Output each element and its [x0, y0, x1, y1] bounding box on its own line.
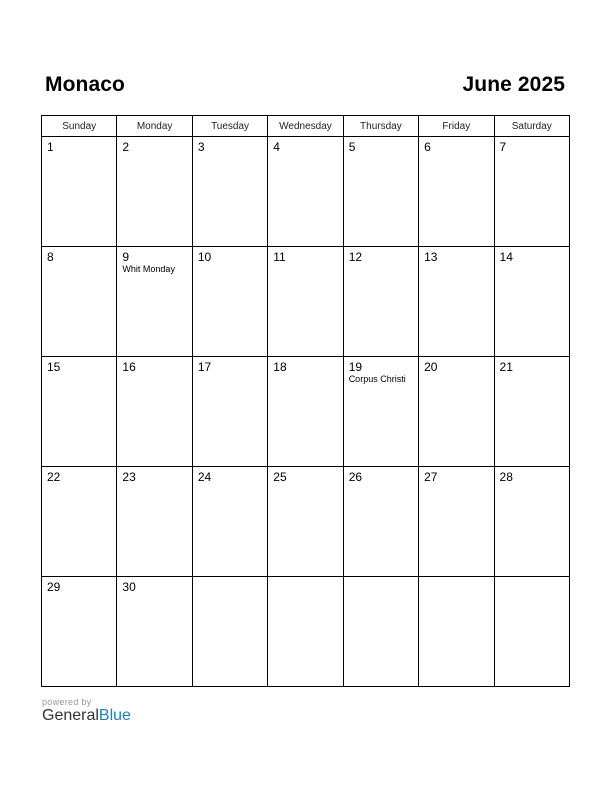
brand-blue: Blue [98, 707, 131, 724]
day-cell [192, 357, 267, 467]
day-number: 5 [348, 140, 356, 154]
day-cell [117, 137, 192, 247]
day-cell [42, 137, 117, 247]
week-row [42, 467, 570, 577]
day-cell [268, 137, 343, 247]
day-number: 24 [197, 470, 212, 484]
day-number: 12 [348, 250, 363, 264]
day-number: 4 [273, 140, 280, 154]
holiday-label: Whit Monday [122, 264, 175, 274]
day-number: 22 [47, 470, 61, 484]
day-cell [117, 357, 192, 467]
brand-general: General [42, 707, 99, 724]
day-number: 28 [499, 470, 513, 484]
day-number: 11 [273, 250, 286, 264]
country-title: Monaco [45, 73, 125, 96]
weekday-header-row [42, 116, 570, 137]
day-number: 15 [47, 360, 61, 374]
day-cell [192, 467, 267, 577]
day-number: 10 [197, 250, 212, 264]
day-cell [494, 577, 569, 687]
day-number: 9 [122, 250, 130, 264]
footer-branding [42, 697, 131, 725]
day-cell [419, 137, 494, 247]
day-cell [268, 247, 343, 357]
day-cell [494, 137, 569, 247]
day-number: 23 [122, 470, 136, 484]
weekday-header: Thursday [343, 116, 418, 137]
weekday-header: Wednesday [268, 116, 343, 137]
day-number: 19 [348, 360, 363, 374]
weekday-header: Friday [419, 116, 494, 137]
day-number: 27 [424, 470, 438, 484]
day-cell [268, 577, 343, 687]
day-cell [117, 577, 192, 687]
day-cell [419, 247, 494, 357]
day-number: 18 [273, 360, 287, 374]
day-number: 7 [499, 140, 507, 154]
holiday-label: Corpus Christi [348, 374, 406, 384]
day-number: 21 [499, 360, 513, 374]
day-cell [494, 357, 569, 467]
day-cell [117, 467, 192, 577]
day-cell [419, 357, 494, 467]
day-cell [343, 137, 418, 247]
day-number: 30 [122, 580, 136, 594]
day-cell [343, 577, 418, 687]
day-number: 25 [273, 470, 287, 484]
day-number: 13 [424, 250, 438, 264]
day-number: 6 [424, 140, 431, 154]
day-cell [419, 577, 494, 687]
day-cell [42, 247, 117, 357]
day-number: 16 [122, 360, 136, 374]
day-cell [268, 467, 343, 577]
day-cell [343, 357, 418, 467]
day-cell [268, 357, 343, 467]
week-row [42, 247, 570, 357]
day-cell [343, 247, 418, 357]
weekday-header: Tuesday [192, 116, 267, 137]
generalblue-logo[interactable] [42, 707, 131, 725]
day-number: 26 [348, 470, 363, 484]
week-row [42, 577, 570, 687]
day-cell [192, 247, 267, 357]
weekday-header: Saturday [494, 116, 569, 137]
weekday-header: Sunday [42, 116, 117, 137]
day-number: 8 [47, 250, 54, 264]
day-number: 29 [47, 580, 61, 594]
week-row [42, 357, 570, 467]
powered-by-text: powered by [42, 697, 92, 707]
day-cell [192, 577, 267, 687]
day-cell [494, 467, 569, 577]
calendar-header [45, 70, 565, 100]
month-year-title: June 2025 [462, 73, 565, 96]
week-row [42, 137, 570, 247]
day-cell [117, 247, 192, 357]
day-number: 20 [424, 360, 438, 374]
day-number: 1 [47, 140, 54, 154]
day-cell [419, 467, 494, 577]
day-cell [192, 137, 267, 247]
day-number: 2 [122, 140, 130, 154]
day-cell [42, 577, 117, 687]
day-cell [343, 467, 418, 577]
day-cell [42, 467, 117, 577]
day-number: 3 [197, 140, 205, 154]
day-number: 17 [197, 360, 212, 374]
day-cell [42, 357, 117, 467]
weekday-header: Monday [117, 116, 192, 137]
day-cell [494, 247, 569, 357]
day-number: 14 [499, 250, 513, 264]
calendar-grid [41, 115, 570, 687]
